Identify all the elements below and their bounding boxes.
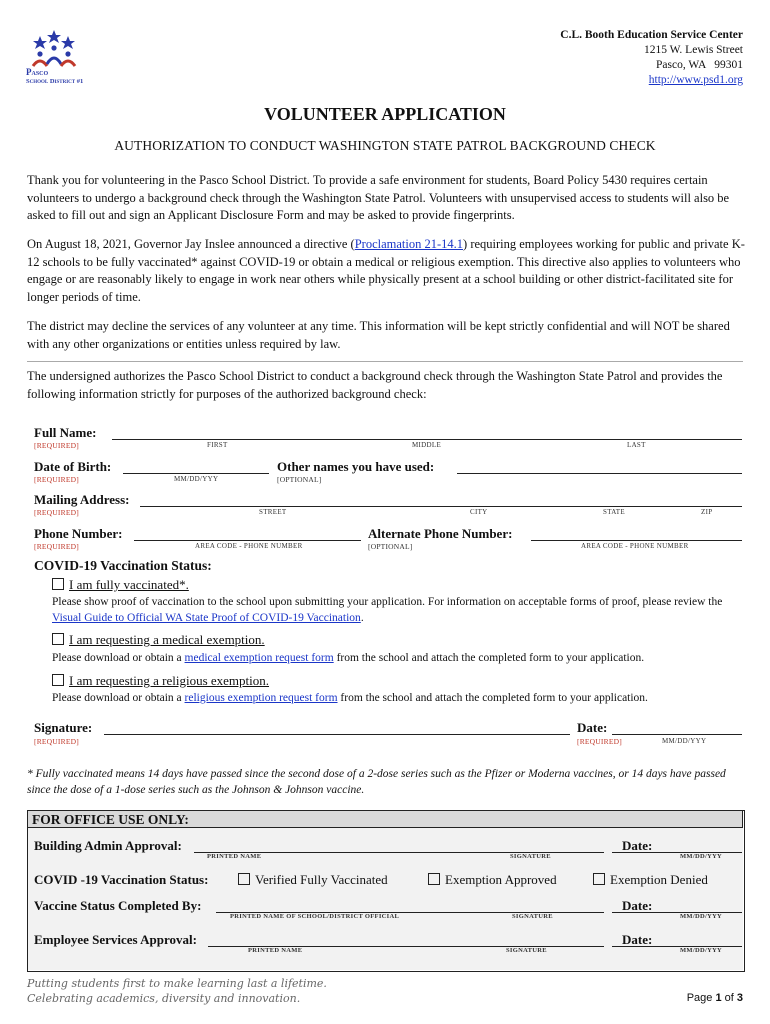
dob-field[interactable] bbox=[123, 473, 269, 474]
date-label: Date: bbox=[577, 720, 608, 735]
org-name: C.L. Booth Education Service Center bbox=[560, 29, 743, 41]
signature-label: Signature: bbox=[34, 720, 93, 735]
middle-name-caption: MIDDLE bbox=[412, 441, 442, 449]
street-caption: STREET bbox=[259, 508, 287, 516]
phone-required: [REQUIRED] bbox=[34, 542, 79, 551]
religious-exemption-note bbox=[52, 690, 742, 706]
exemption-approved-checkbox[interactable] bbox=[428, 872, 557, 888]
religious-exemption-checkbox[interactable] bbox=[52, 673, 269, 689]
footer-motto bbox=[27, 976, 327, 1006]
full-name-label: Full Name: bbox=[34, 425, 97, 440]
last-name-caption: LAST bbox=[627, 441, 646, 449]
vaccine-completed-signature-caption: SIGNATURE bbox=[512, 913, 553, 920]
confidentiality-paragraph: The district may decline the services of any volunteer at any time. This information will be kept strictly confidential and will NOT be shared with any other organizations or entities unless required by law. bbox=[27, 319, 730, 351]
dob-label: Date of Birth: bbox=[34, 459, 112, 474]
city-caption: CITY bbox=[470, 508, 488, 516]
other-names-label: Other names you have used: bbox=[277, 459, 435, 474]
page-label: Page bbox=[686, 992, 716, 1004]
medical-exemption-checkbox[interactable] bbox=[52, 632, 265, 648]
checkbox-icon[interactable] bbox=[52, 578, 64, 590]
vaccine-completed-date-field[interactable] bbox=[612, 912, 742, 913]
other-names-optional: [OPTIONAL] bbox=[277, 475, 322, 484]
alt-phone-format-caption: AREA CODE - PHONE NUMBER bbox=[581, 542, 689, 550]
employee-services-label: Employee Services Approval: bbox=[34, 932, 197, 947]
medical-exemption-label: I am requesting a medical exemption. bbox=[69, 632, 265, 647]
mailing-required: [REQUIRED] bbox=[34, 508, 79, 517]
mailing-address-label: Mailing Address: bbox=[34, 492, 130, 507]
fully-vaccinated-label: I am fully vaccinated*. bbox=[69, 577, 189, 592]
employee-services-printed-caption: PRINTED NAME bbox=[248, 947, 303, 954]
religious-exemption-form-link[interactable]: religious exemption request form bbox=[184, 692, 338, 704]
employee-services-date-caption: MM/DD/YYY bbox=[680, 947, 723, 954]
vaccine-completed-label: Vaccine Status Completed By: bbox=[34, 898, 202, 913]
vaccine-completed-date-label: Date: bbox=[622, 898, 653, 913]
date-format-caption: MM/DD/YYY bbox=[662, 737, 707, 745]
religious-exemption-label: I am requesting a religious exemption. bbox=[69, 673, 270, 688]
office-use-header bbox=[27, 810, 743, 828]
date-field[interactable] bbox=[612, 734, 742, 735]
full-name-required: [REQUIRED] bbox=[34, 441, 79, 450]
opt3-note-after: from the school and attach the completed form to your application. bbox=[337, 692, 648, 704]
footer-motto-line1: Putting students first to make learning last a lifetime. bbox=[27, 977, 327, 990]
alt-phone-field[interactable] bbox=[531, 540, 742, 541]
footer-motto-line2: Celebrating academics, diversity and innovation. bbox=[27, 992, 301, 1005]
covid-status-heading: COVID-19 Vaccination Status: bbox=[34, 558, 212, 573]
logo-text-line2: School District #1 bbox=[26, 78, 84, 85]
building-admin-signature-caption: SIGNATURE bbox=[510, 853, 551, 860]
building-admin-date-label: Date: bbox=[622, 838, 653, 853]
exemption-denied-checkbox[interactable] bbox=[593, 872, 708, 888]
page-of: of bbox=[721, 992, 737, 1004]
employee-services-date-label: Date: bbox=[622, 932, 653, 947]
checkbox-icon[interactable] bbox=[52, 674, 64, 686]
page-current: 1 bbox=[715, 992, 722, 1004]
fully-vaccinated-checkbox[interactable] bbox=[52, 577, 189, 593]
employee-services-date-field[interactable] bbox=[612, 946, 742, 947]
state-caption: STATE bbox=[603, 508, 625, 516]
opt3-note-before: Please download or obtain a bbox=[52, 692, 185, 704]
intro-paragraph: Thank you for volunteering in the Pasco School District. To provide a safe environment for students, Board Policy 5430 requires certain volunteers to undergo a background check through the Washington State Patrol. Volunteers with unsupervised access to students will also be asked to fill out and sign an Applicant Disclosure Form and may be asked to provide fingerprints. bbox=[27, 173, 730, 222]
page-total: 3 bbox=[736, 992, 743, 1004]
org-city: Pasco, WA 99301 bbox=[656, 59, 743, 71]
alt-phone-optional: [OPTIONAL] bbox=[368, 542, 413, 551]
org-address bbox=[560, 28, 743, 88]
dob-format-caption: MM/DD/YYY bbox=[174, 475, 219, 483]
other-names-field[interactable] bbox=[457, 473, 742, 474]
p2-text-after: ) requiring employees working for public and private K-12 schools to be fully vaccinated* against COVID-19 or obtain a medical or religious exemption. This directive also applies to volunteers who engage or are reasonably likely to engage in work near others while physically present at a school building or other district-facilitated site for longer periods of time. bbox=[27, 237, 745, 304]
building-admin-date-caption: MM/DD/YYY bbox=[680, 853, 723, 860]
checkbox-icon[interactable] bbox=[593, 873, 605, 885]
signature-field[interactable] bbox=[104, 734, 570, 735]
first-name-caption: FIRST bbox=[207, 441, 228, 449]
verified-vaccinated-label: Verified Fully Vaccinated bbox=[255, 872, 388, 887]
checkbox-icon[interactable] bbox=[238, 873, 250, 885]
opt2-note-after: from the school and attach the completed form to your application. bbox=[333, 652, 645, 664]
section-divider bbox=[27, 361, 743, 362]
exemption-approved-label: Exemption Approved bbox=[445, 872, 557, 887]
date-required: [REQUIRED] bbox=[577, 737, 622, 746]
proclamation-link[interactable]: Proclamation 21-14.1 bbox=[354, 237, 464, 251]
p2-text-before: On August 18, 2021, Governor Jay Inslee announced a directive ( bbox=[27, 237, 355, 251]
page-number bbox=[687, 992, 743, 1004]
building-admin-label: Building Admin Approval: bbox=[34, 838, 182, 853]
building-admin-date-field[interactable] bbox=[612, 852, 742, 853]
alt-phone-label: Alternate Phone Number: bbox=[368, 526, 513, 541]
office-use-heading: FOR OFFICE USE ONLY: bbox=[32, 812, 189, 827]
page-title: VOLUNTEER APPLICATION bbox=[264, 104, 506, 124]
building-admin-printed-caption: PRINTED NAME bbox=[207, 853, 262, 860]
checkbox-icon[interactable] bbox=[52, 633, 64, 645]
opt1-note-after: . bbox=[360, 612, 364, 624]
exemption-denied-label: Exemption Denied bbox=[610, 872, 708, 887]
employee-services-signature-caption: SIGNATURE bbox=[506, 947, 547, 954]
dob-required: [REQUIRED] bbox=[34, 475, 79, 484]
checkbox-icon[interactable] bbox=[428, 873, 440, 885]
medical-exemption-note bbox=[52, 650, 742, 666]
district-logo bbox=[26, 28, 98, 90]
vaccine-completed-printed-caption: PRINTED NAME OF SCHOOL/DISTRICT OFFICIAL bbox=[230, 913, 400, 920]
wa-proof-guide-link[interactable]: Visual Guide to Official WA State Proof of COVID-19 Vaccination bbox=[52, 612, 361, 624]
office-covid-status-label: COVID -19 Vaccination Status: bbox=[34, 872, 209, 887]
page-subtitle: AUTHORIZATION TO CONDUCT WASHINGTON STATE PATROL BACKGROUND CHECK bbox=[114, 138, 656, 153]
logo-text-line1: Pasco bbox=[26, 67, 49, 77]
verified-vaccinated-checkbox[interactable] bbox=[238, 872, 388, 888]
zip-caption: ZIP bbox=[701, 508, 713, 516]
authorization-paragraph: The undersigned authorizes the Pasco School District to conduct a background check through the Washington State Patrol and provides the following information strictly for purposes of the authorized background check: bbox=[27, 369, 723, 401]
signature-required: [REQUIRED] bbox=[34, 737, 79, 746]
full-name-field[interactable] bbox=[112, 439, 742, 440]
vaccination-footnote: * Fully vaccinated means 14 days have passed since the second dose of a 2-dose series such as the Pfizer or Moderna vaccines, or 14 days have passed since the dose of a 1-dose series such as the Johnson & Johnson vaccine. bbox=[27, 768, 726, 796]
proclamation-paragraph bbox=[27, 236, 745, 306]
org-street: 1215 W. Lewis Street bbox=[643, 44, 743, 56]
medical-exemption-form-link[interactable]: medical exemption request form bbox=[184, 652, 334, 664]
mailing-address-field[interactable] bbox=[140, 506, 742, 507]
phone-format-caption: AREA CODE - PHONE NUMBER bbox=[195, 542, 303, 550]
fully-vaccinated-note bbox=[52, 594, 742, 626]
phone-label: Phone Number: bbox=[34, 526, 123, 541]
org-url-link[interactable]: http://www.psd1.org bbox=[648, 74, 743, 86]
vaccine-completed-date-caption: MM/DD/YYY bbox=[680, 913, 723, 920]
opt2-note-before: Please download or obtain a bbox=[52, 652, 185, 664]
opt1-note-before: Please show proof of vaccination to the school upon submitting your application. For information on acceptable forms of proof, please review the bbox=[52, 596, 723, 608]
phone-field[interactable] bbox=[134, 540, 361, 541]
